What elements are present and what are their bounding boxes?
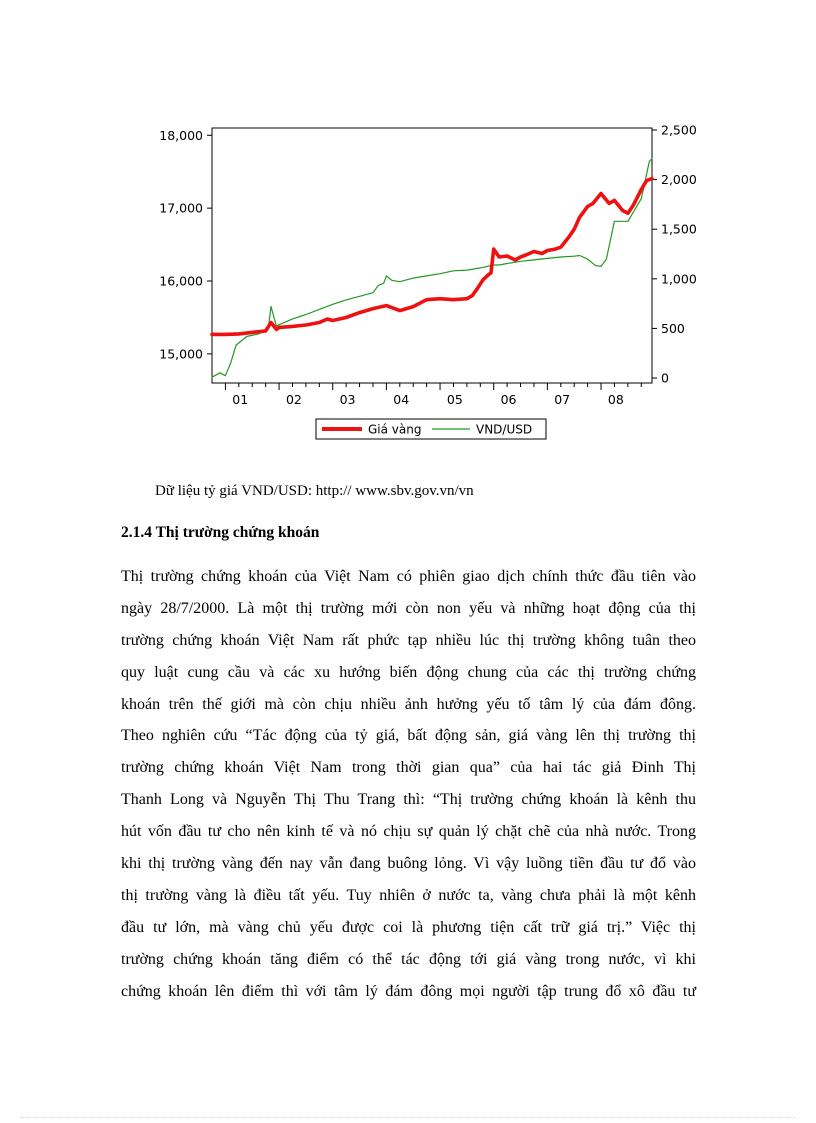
x-tick-label: 05 — [446, 392, 463, 407]
vnd-usd-line — [212, 159, 652, 378]
right-tick-label: 500 — [661, 320, 685, 336]
left-tick-label: 18,000 — [159, 127, 203, 143]
paragraph-line: trường chứng khoán tăng điểm có thể tác động tới giá vàng trong nước, vì khi — [121, 950, 696, 968]
paragraph-line: hút vốn đầu tư cho nên kinh tế và nó chịu sự quản lý chặt chẽ của nhà nước. Trong — [121, 823, 696, 841]
x-axis — [225, 383, 641, 407]
legend-label-gold: Giá vàng — [368, 422, 422, 437]
x-tick-label: 03 — [339, 392, 356, 407]
plot-frame — [212, 128, 652, 383]
paragraph-line: thị trường vàng là điều tất yếu. Tuy nhiên ở nước ta, vàng chưa phải là một kênh — [121, 886, 696, 904]
paragraph-line: Thị trường chứng khoán của Việt Nam có phiên giao dịch chính thức đầu tiên vào — [121, 568, 696, 585]
right-tick-label: 2,500 — [661, 122, 697, 138]
paragraph-line: Thanh Long và Nguyễn Thị Thu Trang thì: “Thị trường chứng khoán là kênh thu — [121, 791, 696, 809]
section-heading: 2.1.4 Thị trường chứng khoán — [121, 524, 320, 541]
paragraph-line: chứng khoán lên điểm thì với tâm lý đám đông mọi người tập trung đổ xô đầu tư — [121, 982, 696, 1000]
legend-label-usd: VND/USD — [476, 422, 533, 437]
series-layer — [212, 159, 652, 378]
x-tick-label: 06 — [500, 392, 517, 407]
left-tick-label: 16,000 — [159, 273, 203, 289]
right-tick-label: 1,500 — [661, 221, 697, 237]
paragraph-line: trường chứng khoán Việt Nam trong thời gian qua” của hai tác giả Đinh Thị — [121, 759, 696, 777]
right-tick-label: 1,000 — [661, 271, 697, 287]
x-tick-label: 07 — [554, 392, 571, 407]
left-tick-label: 15,000 — [159, 346, 203, 362]
plot-area — [212, 128, 652, 383]
paragraph-line: trường chứng khoán Việt Nam rất phức tạp nhiều lúc thị trường không tuân theo — [121, 631, 696, 649]
gold-vs-exchange-rate-chart — [140, 115, 720, 445]
x-tick-label: 02 — [285, 392, 302, 407]
paragraph-line: khi thị trường vàng đến nay vẫn đang buông lỏng. Vì vậy luồng tiền đầu tư đổ vào — [121, 855, 696, 873]
paragraph-line: Theo nghiên cứu “Tác động của tỷ giá, bất động sản, giá vàng lên thị trường thị — [121, 727, 696, 745]
x-tick-label: 01 — [232, 392, 249, 407]
legend — [316, 419, 546, 439]
paragraph-line: quy luật cung cầu và các xu hướng biến động chung của các thị trường chứng — [121, 663, 696, 681]
left-y-axis — [159, 128, 212, 362]
paragraph-line: ngày 28/7/2000. Là một thị trường mới còn non yếu và những hoạt động của thị — [121, 599, 696, 617]
body-paragraph — [121, 561, 696, 1007]
x-tick-label: 08 — [607, 392, 624, 407]
paragraph-line: khoán trên thế giới mà còn chịu nhiều ảnh hưởng yếu tố tâm lý của đám đông. — [121, 695, 696, 713]
right-tick-label: 2,000 — [661, 172, 697, 188]
gold-price-line — [212, 179, 652, 335]
paragraph-line: đầu tư lớn, mà vàng chủ yếu được coi là phương tiện cất trữ giá trị.” Việc thị — [121, 918, 696, 936]
right-tick-label: 0 — [661, 370, 669, 386]
chart-source-caption: Dữ liệu tỷ giá VND/USD: http:// www.sbv.gov.vn/vn — [155, 483, 474, 499]
left-tick-label: 17,000 — [159, 200, 203, 216]
x-tick-label: 04 — [393, 392, 410, 407]
right-y-axis — [652, 122, 697, 385]
page-bottom-rule — [20, 1117, 796, 1118]
